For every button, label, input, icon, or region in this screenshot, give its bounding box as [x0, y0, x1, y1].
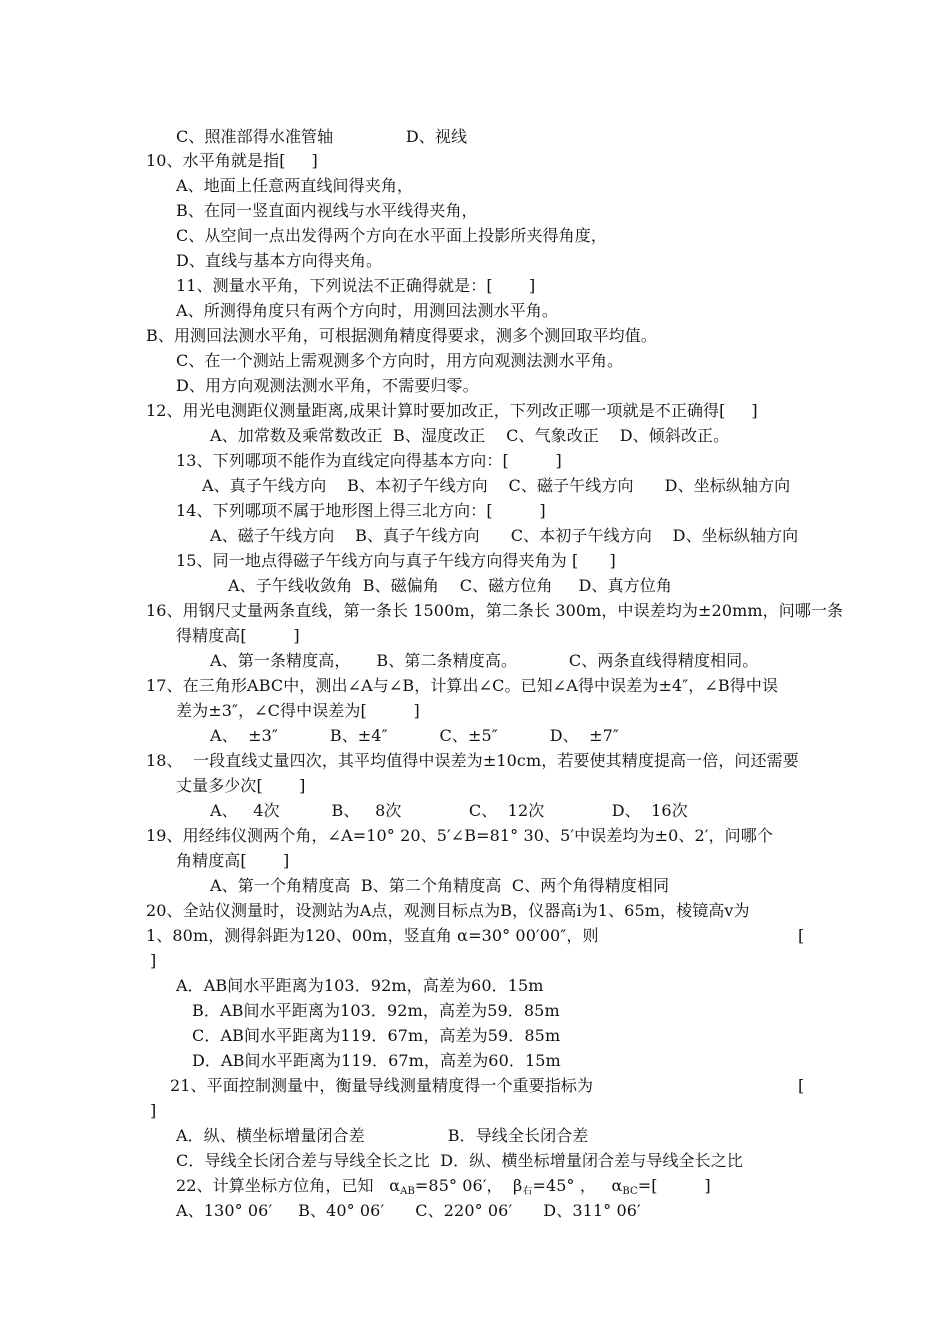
q20-question: 20、全站仪测量时，设测站为A点，观测目标点为B，仪器高i为1、65m，棱镜高v为: [146, 901, 750, 920]
q18-question: 18、 一段直线丈量四次，其平均值得中误差为±10cm，若要使其精度提高一倍，问还需要: [146, 751, 799, 770]
q10-option-c: C、从空间一点出发得两个方向在水平面上投影所夹得角度，: [176, 226, 607, 245]
q22-text-part3: =45° ， α: [532, 1176, 623, 1195]
q16-question: 16、用钢尺丈量两条直线，第一条长 1500m，第二条长 300m，中误差均为±20mm，问哪一条: [146, 601, 844, 620]
q21-answer-bracket-close: ]: [150, 1101, 157, 1120]
q17-question-cont: 差为±3″，∠C得中误差为[ ]: [176, 701, 420, 720]
q19-question: 19、用经纬仪测两个角，∠A=10° 20、5′∠B=81° 30、5′中误差均为±0、2′，问哪个: [146, 826, 773, 845]
q20-answer-bracket-close: ]: [150, 951, 157, 970]
q21-answer-bracket-open: [: [798, 1076, 805, 1095]
q22-text-part4: =[ ]: [637, 1176, 711, 1195]
q19-question-cont: 角精度高[ ]: [176, 851, 290, 870]
q21-options-cd: C．导线全长闭合差与导线全长之比 D．纵、横坐标增量闭合差与导线全长之比: [176, 1151, 743, 1170]
q18-options: A、 4次 B、 8次 C、 12次 D、 16次: [210, 801, 688, 820]
q18-question-cont: 丈量多少次[ ]: [176, 776, 306, 795]
q10-option-a: A、地面上任意两直线间得夹角，: [176, 176, 414, 195]
q11-question: 11、测量水平角，下列说法不正确得就是：[ ]: [176, 276, 536, 295]
q21-options-ab: A．纵、横坐标增量闭合差 B．导线全长闭合差: [176, 1126, 589, 1145]
q20-answer-bracket-open: [: [798, 926, 805, 945]
q15-question: 15、同一地点得磁子午线方向与真子午线方向得夹角为 [ ]: [176, 551, 616, 570]
q14-question: 14、下列哪项不属于地形图上得三北方向：[ ]: [176, 501, 546, 520]
q17-options: A、 ±3″ B、±4″ C、±5″ D、 ±7″: [210, 726, 619, 745]
q20-option-d: D．AB间水平距离为119．67m，高差为60．15m: [192, 1051, 561, 1070]
q17-question: 17、在三角形ABC中，测出∠A与∠B，计算出∠C。已知∠A得中误差为±4″，∠B得中误: [146, 676, 779, 695]
q15-options: A、子午线收敛角 B、磁偏角 C、磁方位角 D、真方位角: [228, 576, 672, 595]
q20-question-cont: 1、80m，测得斜距为120、00m，竖直角 α=30° 00′00″，则: [146, 926, 599, 945]
q22-text-part1: 22、计算坐标方位角，已知 α: [176, 1176, 401, 1195]
q11-option-d: D、用方向观测法测水平角，不需要归零。: [176, 376, 479, 395]
q16-question-cont: 得精度高[ ]: [176, 626, 300, 645]
q22-text-part2: =85° 06′， β: [414, 1176, 523, 1195]
q20-option-a: A．AB间水平距离为103．92m，高差为60．15m: [176, 976, 544, 995]
q20-option-c: C．AB间水平距离为119．67m，高差为59．85m: [192, 1026, 561, 1045]
q19-options: A、第一个角精度高 B、第二个角精度高 C、两个角得精度相同: [210, 876, 670, 895]
q11-option-a: A、所测得角度只有两个方向时，用测回法测水平角。: [176, 301, 558, 320]
q22-options: A、130° 06′ B、40° 06′ C、220° 06′ D、311° 06′: [176, 1201, 641, 1220]
q11-option-b: B、用测回法测水平角，可根据测角精度得要求，测多个测回取平均值。: [146, 326, 657, 345]
q10-question: 10、水平角就是指[ ]: [146, 151, 318, 170]
q22-subscript-ab: AB: [400, 1186, 415, 1197]
q21-question: 21、平面控制测量中，衡量导线测量精度得一个重要指标为: [170, 1076, 594, 1095]
q16-options: A、第一条精度高， B、第二条精度高。 C、两条直线得精度相同。: [210, 651, 759, 670]
q22-subscript-bc: BC: [622, 1186, 638, 1197]
q12-question: 12、用光电测距仪测量距离,成果计算时要加改正，下列改正哪一项就是不正确得[ ]: [146, 401, 758, 420]
q11-option-c: C、在一个测站上需观测多个方向时，用方向观测法测水平角。: [176, 351, 624, 370]
q10-option-d: D、直线与基本方向得夹角。: [176, 251, 383, 270]
q13-options: A、真子午线方向 B、本初子午线方向 C、磁子午线方向 D、坐标纵轴方向: [202, 476, 791, 495]
q22-question: [176, 1175, 711, 1203]
q9-options-cd: C、照准部得水准管轴 D、视线: [176, 127, 468, 146]
q22-subscript-right: 右: [522, 1186, 533, 1197]
q13-question: 13、下列哪项不能作为直线定向得基本方向：[ ]: [176, 451, 562, 470]
q20-option-b: B．AB间水平距离为103．92m，高差为59．85m: [192, 1001, 560, 1020]
q10-option-b: B、在同一竖直面内视线与水平线得夹角，: [176, 201, 478, 220]
q12-options: A、加常数及乘常数改正 B、湿度改正 C、气象改正 D、倾斜改正。: [210, 426, 730, 445]
q14-options: A、磁子午线方向 B、真子午线方向 C、本初子午线方向 D、坐标纵轴方向: [210, 526, 799, 545]
